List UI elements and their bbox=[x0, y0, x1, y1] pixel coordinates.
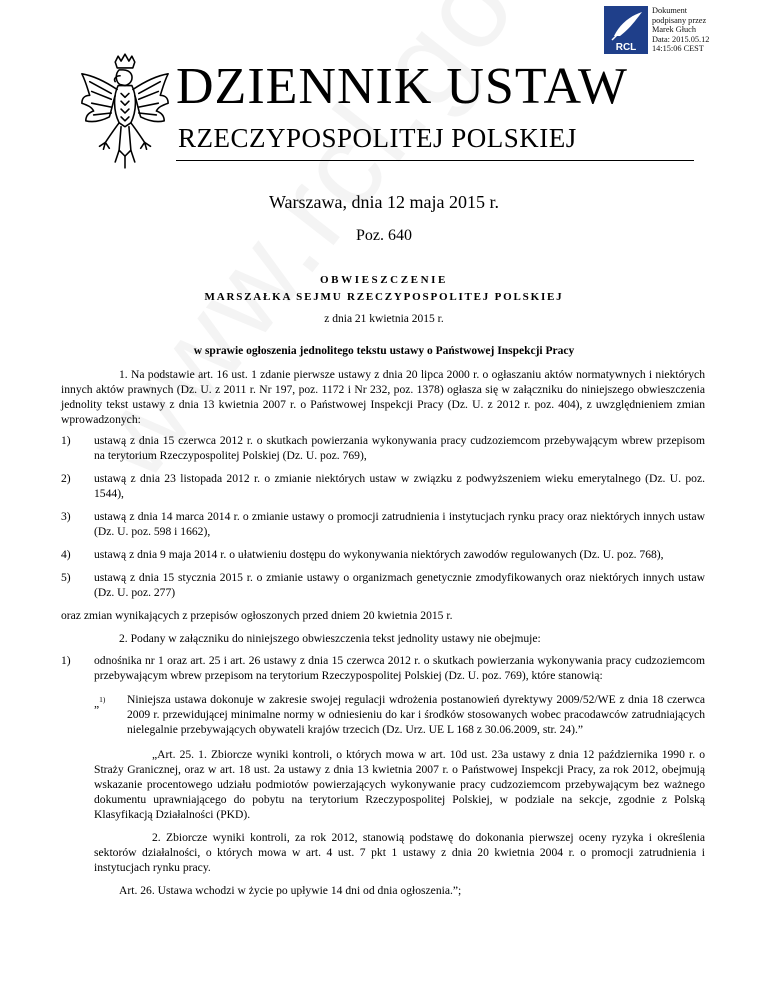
list-item bbox=[61, 509, 705, 539]
document-type: OBWIESZCZENIE bbox=[320, 274, 448, 286]
list-item-number: 3) bbox=[61, 510, 71, 523]
list-item bbox=[61, 570, 705, 600]
issue-date: z dnia 21 kwietnia 2015 r. bbox=[324, 313, 444, 325]
paragraph-2: 2. Podany w załączniku do niniejszego obwieszczenia tekst jednolity ustawy nie obejmuje: bbox=[119, 632, 541, 645]
stamp-line: Data: 2015.05.12 bbox=[652, 34, 710, 44]
stamp-line: Marek Głuch bbox=[652, 25, 697, 34]
quoted-articles bbox=[94, 747, 705, 898]
journal-title: DZIENNIK USTAW bbox=[176, 58, 628, 115]
rcl-logo bbox=[604, 6, 648, 54]
footnote-quote bbox=[94, 692, 705, 737]
stamp-line: podpisany przez bbox=[652, 15, 707, 25]
article-26: Art. 26. Ustawa wchodzi w życie po upływie 14 dni od dnia ogłoszenia.”; bbox=[119, 884, 462, 897]
footnote-open-quote: „ bbox=[94, 696, 100, 710]
stamp-line: 14:15:06 CEST bbox=[652, 44, 704, 53]
footnote-text: Niniejsza ustawa dokonuje w zakresie swojej regulacji wdrożenia postanowień dyrektywy 2009/52/WE z dnia 18 czerwca 2009 r. przewidującej minimalne normy w odniesieniu do kar i środków stosowanych wobec pracodawców zatrudniających nielegalnie przebywających obywateli krajów trzecich (Dz. Urz. UE L 168 z 30.06.2009, str. 24).” bbox=[127, 693, 705, 736]
list-item-text: odnośnika nr 1 oraz art. 25 i art. 26 ustawy z dnia 15 czerwca 2012 r. o skutkach powierzania wykonywania pracy cudzoziemcom przebywającym wbrew przepisom na terytorium Rzeczypospolitej Polskiej (Dz. U. poz. 769), które stanowią: bbox=[94, 654, 705, 682]
rcl-logo-text: RCL bbox=[615, 42, 637, 53]
title-divider bbox=[176, 160, 694, 161]
after-list-text: oraz zmian wynikających z przepisów ogłoszonych przed dniem 20 kwietnia 2015 r. bbox=[61, 609, 453, 622]
footnote-number: 1) bbox=[99, 695, 106, 704]
list-item bbox=[61, 547, 705, 562]
position-number: Poz. 640 bbox=[356, 227, 412, 244]
stamp-line: Dokument bbox=[652, 6, 688, 15]
list-item-number: 2) bbox=[61, 472, 71, 485]
list-item-text: ustawą z dnia 15 stycznia 2015 r. o zmianie ustawy o organizmach genetycznie zmodyfikowanych oraz niektórych innych ustaw (Dz. U. poz. 277) bbox=[94, 571, 705, 599]
list-item-text: ustawą z dnia 14 marca 2014 r. o zmianie ustawy o promocji zatrudnienia i instytucjach rynku pracy oraz niektórych innych ustaw (Dz. U. poz. 598 i 1662), bbox=[94, 510, 705, 538]
publication-date: Warszawa, dnia 12 maja 2015 r. bbox=[269, 192, 499, 212]
list-item-number: 1) bbox=[61, 434, 71, 447]
list-item-text: ustawą z dnia 15 czerwca 2012 r. o skutkach powierzania wykonywania pracy cudzoziemcom przebywającym wbrew przepisom na terytorium Rzeczypospolitej Polskiej (Dz. U. poz. 769), bbox=[94, 434, 705, 462]
document-subject: w sprawie ogłoszenia jednolitego tekstu ustawy o Państwowej Inspekcji Pracy bbox=[193, 345, 575, 357]
stamp-text bbox=[652, 6, 709, 54]
list-item-text: ustawą z dnia 9 maja 2014 r. o ułatwieniu dostępu do wykonywania niektórych zawodów regulowanych (Dz. U. poz. 768), bbox=[94, 548, 664, 561]
document-body bbox=[61, 367, 705, 898]
signature-stamp bbox=[604, 6, 709, 54]
exclusion-item bbox=[61, 653, 705, 683]
journal-subtitle: RZECZYPOSPOLITEJ POLSKIEJ bbox=[178, 123, 577, 153]
document-issuer: MARSZAŁKA SEJMU RZECZYPOSPOLITEJ POLSKIEJ bbox=[204, 291, 564, 303]
list-item-text: ustawą z dnia 23 listopada 2012 r. o zmianie niektórych ustaw w związku z podwyższeniem wieku emerytalnego (Dz. U. poz. 1544), bbox=[94, 472, 705, 500]
footnote-marker bbox=[94, 692, 127, 737]
list-item-number: 4) bbox=[61, 548, 71, 561]
list-item bbox=[61, 433, 705, 463]
amendments-list bbox=[61, 433, 705, 600]
paragraph-1: 1. Na podstawie art. 16 ust. 1 zdanie pierwsze ustawy z dnia 20 lipca 2000 r. o ogłaszaniu aktów normatywnych i niektórych innych aktów prawnych (Dz. U. z 2011 r. Nr 197, poz. 1172 i Nr 232, poz. 1378) ogłasza się w załączniku do niniejszego obwieszczenia jednolity tekst ustawy z dnia 13 kwietnia 2007 r. o Państwowej Inspekcji Pracy (Dz. U. z 2012 r. poz. 404), z uwzględnieniem zmian wprowadzonych: bbox=[61, 368, 705, 426]
list-item-number: 5) bbox=[61, 571, 71, 584]
article-25-paragraph-1: „Art. 25. 1. Zbiorcze wyniki kontroli, o których mowa w art. 10d ust. 23a ustawy z dnia 12 października 1990 r. o Straży Granicznej, oraz w art. 18 ust. 2a ustawy z dnia 13 kwietnia 2007 r. o Państwowej Inspekcji Pracy, za rok 2012, obejmują wskazanie procentowego udziału podmiotów powierzających wykonywanie pracy cudzoziemcom przebywającym bez ważnego dokumentu uprawniającego do pobytu na terytorium Rzeczypospolitej Polskiej, w podziale na sekcje, zgodnie z Polską Klasyfikacją Działalności (PKD). bbox=[94, 748, 705, 821]
article-25-paragraph-2: 2. Zbiorcze wyniki kontroli, za rok 2012, stanowią podstawę do dokonania pierwszej oceny ryzyka i określenia sektorów działalności, o których mowa w art. 4 ust. 7 pkt 1 ustawy z dnia 20 kwietnia 2004 r. o promocji zatrudnienia i instytucjach rynku pracy. bbox=[94, 831, 705, 874]
list-item-number: 1) bbox=[61, 654, 71, 667]
polish-eagle-emblem-icon bbox=[76, 52, 174, 174]
quill-pen-icon bbox=[604, 6, 648, 54]
list-item bbox=[61, 471, 705, 501]
